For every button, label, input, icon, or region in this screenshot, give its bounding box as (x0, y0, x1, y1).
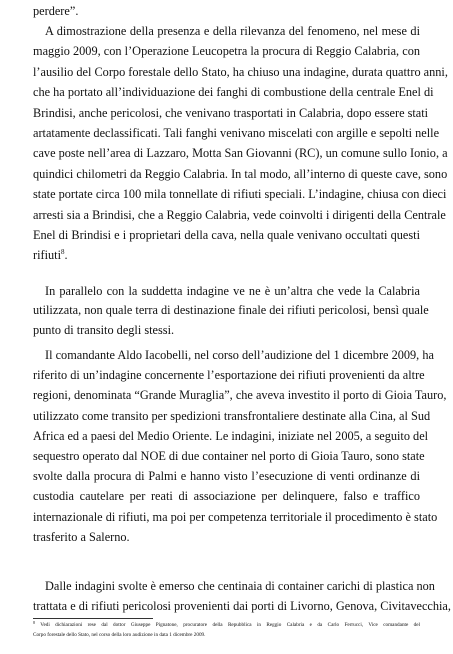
text-line (45, 283, 420, 299)
text-line-content: arresti sia a Brindisi, che a Reggio Calabria, vede coinvolti i dirigenti della Centrale (33, 207, 446, 222)
text-line (33, 468, 420, 484)
text-line (33, 247, 420, 263)
footnote-text: Corpo forestale dello Stato, nel corso della loro audizione in data 1 dicembre 2009. (33, 631, 206, 638)
footnote-line (33, 630, 420, 640)
footnote-line (33, 620, 420, 630)
footnote-number: 8 (33, 620, 35, 625)
text-line (33, 227, 420, 243)
text-line (33, 207, 446, 223)
text-line-content: sequestro operato dal NOE di due container nel porto di Gioia Tauro, sono state (33, 449, 425, 463)
text-line-content: riferito di un’indagine concernente l’esportazione dei rifiuti provenienti da altre (33, 368, 425, 383)
text-line-content: regioni, denominata “Grande Muraglia”, che aveva investito il porto di Gioia Tauro, (33, 388, 447, 403)
text-line (33, 387, 447, 403)
footnote-separator (33, 618, 153, 619)
text-line-content: l’ausilio del Corpo forestale dello Stato, ha chiuso una indagine, durata quattro anni, (33, 64, 448, 79)
text-line-content: trattata e di rifiuti pericolosi provenienti dai porti di Livorno, Genova, Civitavecchia, (33, 599, 451, 613)
text-line-content: svolte dalla procura di Palmi e hanno visto l’esecuzione di venti ordinanze di (33, 469, 420, 484)
text-line-content: A dimostrazione della presenza e della rilevanza del fenomeno, nel mese di (45, 24, 420, 38)
text-line (33, 367, 425, 383)
text-line (33, 598, 451, 614)
text-line (33, 488, 420, 504)
text-line (33, 43, 420, 59)
text-line (33, 84, 434, 100)
text-line (33, 529, 420, 545)
text-line-content: Africa ed a paesi del Medio Oriente. Le indagini, iniziate nel 2005, a seguito del (33, 428, 429, 443)
text-line-content: utilizzato come transito per spedizioni transfrontaliere destinate alla Cina, al Sud (33, 408, 431, 423)
text-line-content: trasferito a Salerno. (33, 529, 130, 544)
footnote-reference[interactable]: 8 (61, 248, 65, 257)
text-line-content: In parallelo con la suddetta indagine ve ne è un’altra che vede la Calabria (45, 284, 420, 298)
text-line-content: artatamente declassificati. Tali fanghi venivano miscelati con argille e sepolti nelle (33, 126, 440, 140)
text-line-content: maggio 2009, con l’Operazione Leucopetra la procura di Reggio Calabria, con (33, 44, 420, 59)
text-line (33, 302, 429, 318)
text-line-content: Enel di Brindisi e i proprietari della cava, nella quale venivano occultati questi (33, 228, 420, 242)
text-line-content: che ha portato all’individuazione dei fanghi di combustione della centrale Enel di (33, 85, 434, 100)
text-line (33, 166, 448, 182)
text-line (45, 578, 435, 594)
text-line (33, 145, 448, 161)
text-line (33, 509, 438, 525)
text-line-content: quindici chilometri da Reggio Calabria. In tal modo, all’interno di queste cave, sono (33, 166, 448, 181)
text-line (33, 408, 431, 424)
text-line-content: cave poste nell’area di Lazzaro, Motta San Giovanni (RC), un comune sullo Ionio, a (33, 146, 448, 161)
footnote-text: Vedi dichiarazioni rese dal dottor Giuseppe Pignatone, procuratore della Repubblica in Reggio Calabria e da Carlo Ferrucci, Vice comandante del (40, 622, 420, 628)
text-line-content: perdere”. (33, 4, 79, 18)
text-line (33, 428, 429, 444)
text-line (33, 322, 420, 338)
text-line (33, 3, 420, 19)
text-line-content: rifiuti (33, 248, 62, 263)
text-line-content: utilizzata, non quale terra di destinazione finale dei rifiuti pericolosi, bensì quale (33, 303, 429, 318)
text-line-content: state portate circa 100 mila tonnellate di rifiuti speciali. L’indagine, chiusa con dieci (33, 187, 447, 202)
text-line (33, 186, 447, 202)
text-line-content: custodia cautelare per reati di associazione per delinquere, falso e traffico (33, 489, 420, 504)
text-line (33, 105, 429, 121)
text-line-content: internazionale di rifiuti, ma poi per competenza territoriale il procedimento è stato (33, 509, 438, 524)
text-line (45, 23, 420, 39)
text-line-tail: . (64, 248, 68, 263)
text-line (33, 64, 448, 80)
text-line (33, 448, 425, 464)
text-line (33, 125, 440, 141)
text-line-content: Dalle indagini svolte è emerso che centinaia di container carichi di plastica non (45, 579, 435, 593)
text-line-content: punto di transito degli stessi. (33, 322, 175, 337)
text-line-content: Brindisi, anche pericolosi, che venivano trasportati in Calabria, dopo essere stati (33, 105, 429, 120)
text-line-content: Il comandante Aldo Iacobelli, nel corso dell’audizione del 1 dicembre 2009, ha (45, 348, 434, 362)
text-line (45, 347, 434, 363)
